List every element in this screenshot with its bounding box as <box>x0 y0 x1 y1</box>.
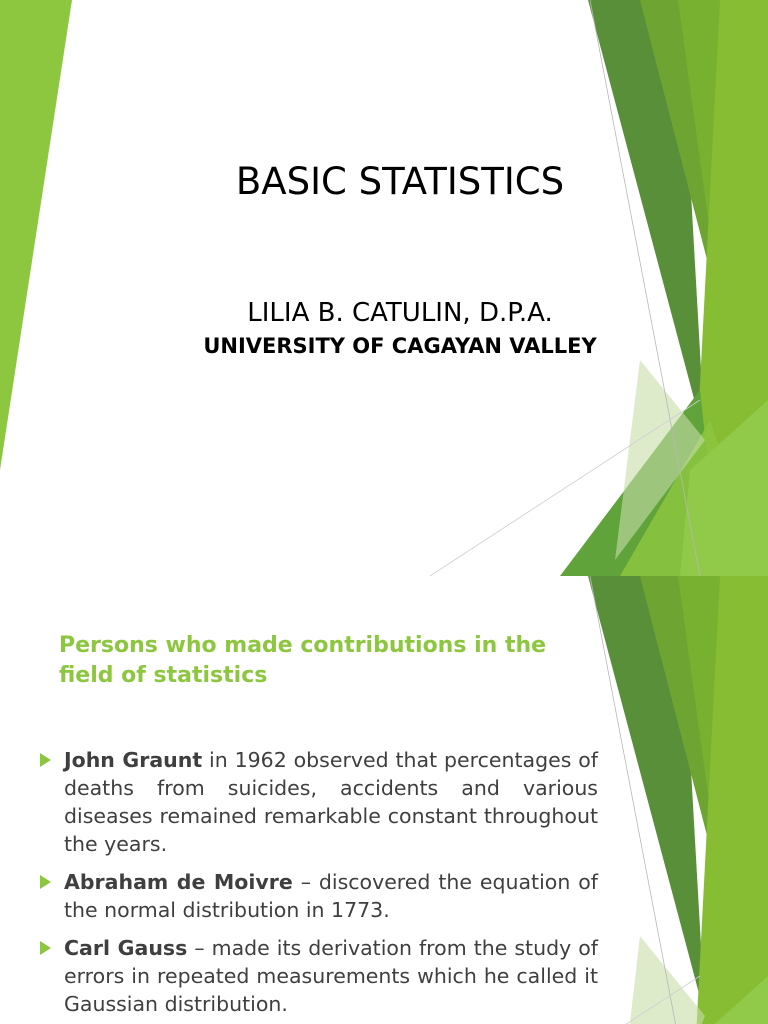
contributor-text: – discovered the equation of the normal distribution in 1773. <box>64 870 598 922</box>
author-name: LILIA B. CATULIN, D.P.A. <box>247 298 553 328</box>
bullet-arrow-icon <box>40 941 51 955</box>
contributor-text: in 1962 observed that percentages of deaths from suicides, accidents and various diseases remained remarkable constant throughout the years. <box>64 748 599 856</box>
bullet-arrow-icon <box>40 875 51 889</box>
list-item <box>36 746 598 858</box>
university-name: UNIVERSITY OF CAGAYAN VALLEY <box>203 334 597 358</box>
contributor-name: Carl Gauss <box>64 936 188 960</box>
slide-heading: Persons who made contributions in the field of statistics <box>59 633 547 688</box>
contributors-list <box>36 746 598 1024</box>
list-item <box>36 934 598 1018</box>
bullet-arrow-icon <box>40 753 51 767</box>
list-item <box>36 868 598 924</box>
contributor-name: Abraham de Moivre <box>64 870 293 894</box>
presentation-title: BASIC STATISTICS <box>235 160 565 203</box>
contributor-name: John Graunt <box>64 748 203 772</box>
contributor-text: – made its derivation from the study of errors in repeated measurements which he called it Gaussian distribution. <box>64 936 598 1016</box>
content-slide <box>0 576 768 1024</box>
